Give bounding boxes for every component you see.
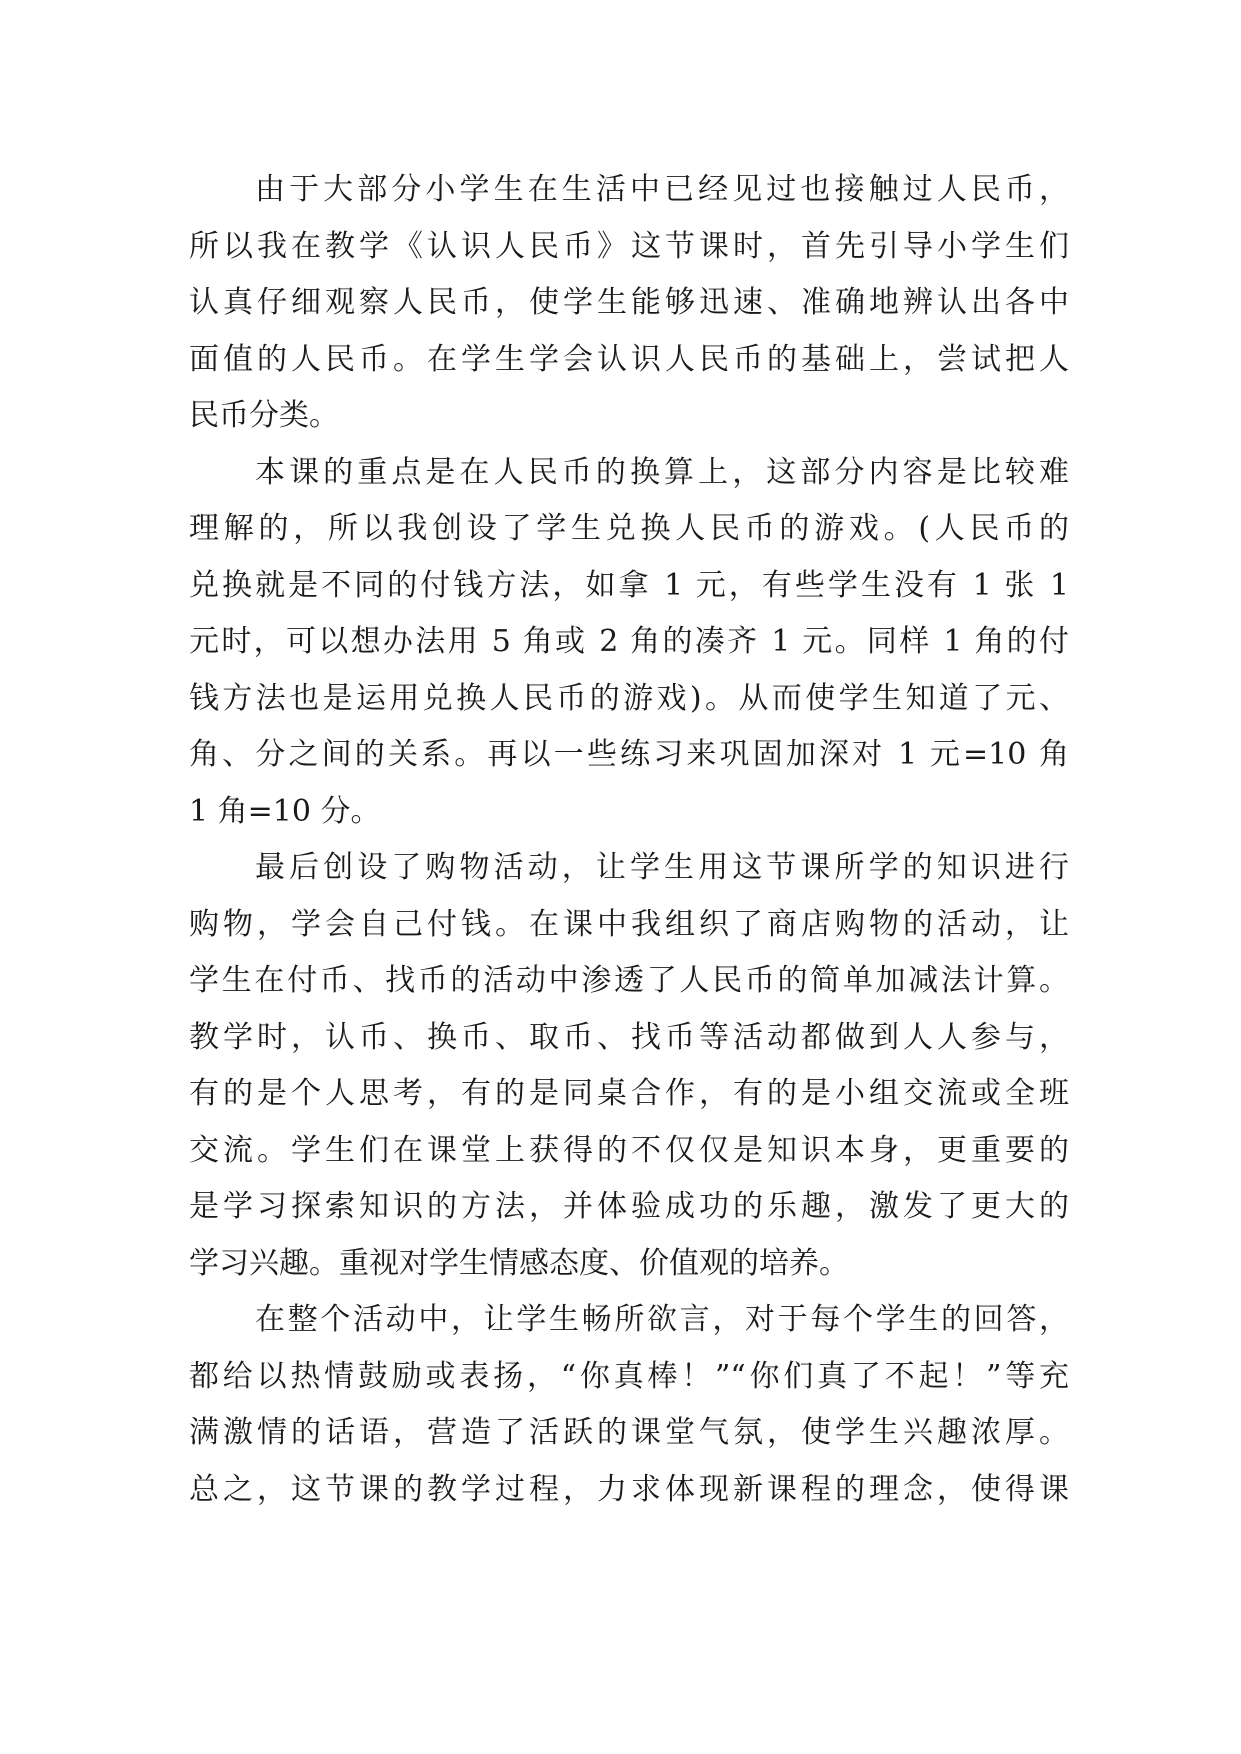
text-line: 满激情的话语，营造了活跃的课堂气氛，使学生兴趣浓厚。 xyxy=(189,1415,1069,1450)
text-line: 元时，可以想办法用 5 角或 2 角的凑齐 1 元。同样 1 角的付 xyxy=(189,624,1069,659)
text-line: 角、分之间的关系。再以一些练习来巩固加深对 1 元=10 角 xyxy=(189,737,1069,772)
text-line: 认真仔细观察人民币，使学生能够迅速、准确地辨认出各中 xyxy=(189,285,1069,320)
text-line: 交流。学生们在课堂上获得的不仅仅是知识本身，更重要的 xyxy=(189,1132,1069,1168)
text-line: 是学习探索知识的方法，并体验成功的乐趣，激发了更大的 xyxy=(189,1189,1069,1224)
text-line: 购物，学会自己付钱。在课中我组织了商店购物的活动，让 xyxy=(189,906,1069,942)
text-line: 最后创设了购物活动，让学生用这节课所学的知识进行 xyxy=(255,850,1069,885)
text-line: 学习兴趣。重视对学生情感态度、价值观的培养。 xyxy=(189,1245,849,1281)
text-line: 面值的人民币。在学生学会认识人民币的基础上，尝试把人 xyxy=(189,341,1069,377)
text-line: 都给以热情鼓励或表扬，“你真棒！”“你们真了不起！”等充 xyxy=(189,1358,1069,1394)
paragraph-1 xyxy=(189,162,1069,445)
text-line: 兑换就是不同的付钱方法，如拿 1 元，有些学生没有 1 张 1 xyxy=(189,567,1069,603)
paragraph-4 xyxy=(189,1292,1069,1518)
text-line: 钱方法也是运用兑换人民币的游戏)。从而使学生知道了元、 xyxy=(189,680,1069,716)
document-body xyxy=(189,162,1069,1518)
text-line: 由于大部分小学生在生活中已经见过也接触过人民币， xyxy=(255,172,1069,207)
text-line: 所以我在教学《认识人民币》这节课时，首先引导小学生们 xyxy=(189,228,1069,264)
text-line: 有的是个人思考，有的是同桌合作，有的是小组交流或全班 xyxy=(189,1076,1069,1111)
text-line: 民币分类。 xyxy=(189,398,339,433)
paragraph-3 xyxy=(189,840,1069,1292)
text-line: 理解的，所以我创设了学生兑换人民币的游戏。(人民币的 xyxy=(189,511,1069,546)
text-line: 学生在付币、找币的活动中渗透了人民币的简单加减法计算。 xyxy=(189,963,1069,998)
paragraph-2 xyxy=(189,445,1069,841)
text-line: 总之，这节课的教学过程，力求体现新课程的理念，使得课 xyxy=(189,1471,1069,1507)
text-line: 在整个活动中，让学生畅所欲言，对于每个学生的回答， xyxy=(255,1302,1069,1337)
text-line: 教学时，认币、换币、取币、找币等活动都做到人人参与， xyxy=(189,1019,1069,1055)
text-line: 本课的重点是在人民币的换算上，这部分内容是比较难 xyxy=(255,454,1069,490)
text-line: 1 角=10 分。 xyxy=(189,793,381,829)
